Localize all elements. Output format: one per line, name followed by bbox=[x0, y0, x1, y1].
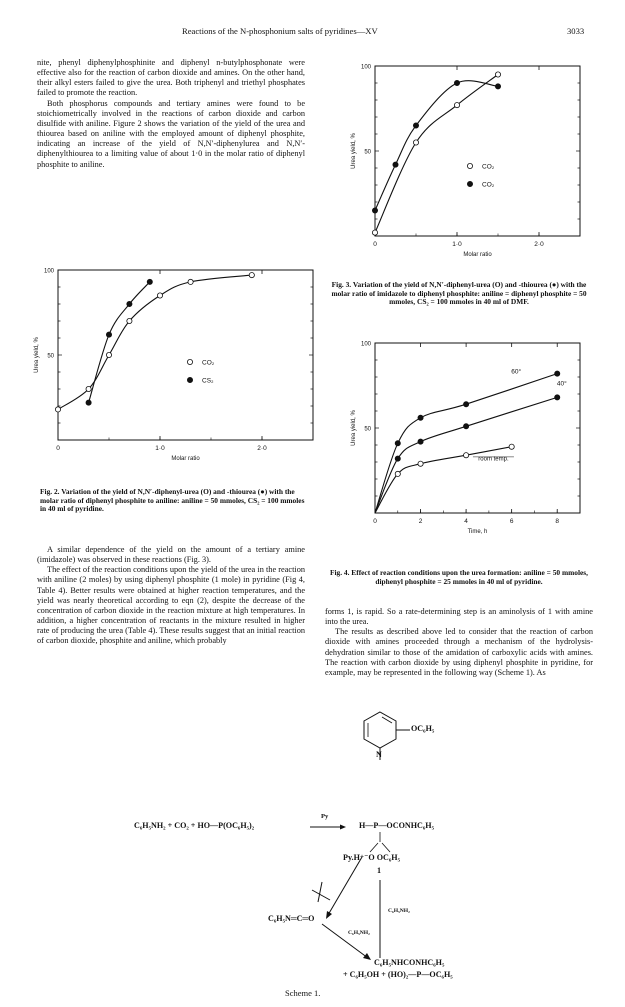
data-point bbox=[464, 402, 469, 407]
x-tick-label: 0 bbox=[56, 445, 60, 452]
plot-frame bbox=[375, 343, 580, 513]
series-line bbox=[375, 75, 498, 233]
y-tick-label: 50 bbox=[364, 426, 371, 433]
data-point bbox=[413, 123, 418, 128]
x-tick-label: 4 bbox=[464, 518, 468, 525]
legend-marker bbox=[187, 359, 192, 364]
data-point bbox=[418, 461, 423, 466]
compound-number: 1 bbox=[377, 866, 382, 875]
data-point bbox=[418, 415, 423, 420]
scheme-1 bbox=[0, 690, 625, 990]
legend-marker bbox=[187, 377, 192, 382]
blocked-arrow bbox=[328, 857, 362, 915]
series-label: 40° bbox=[556, 380, 567, 388]
paragraph: A similar dependence of the yield on the amount of a tertiary amine (imidazole) was observed in these reactions (Fig. 3). bbox=[37, 545, 305, 565]
data-point bbox=[413, 140, 418, 145]
data-point bbox=[106, 332, 111, 337]
ring-nitrogen: N bbox=[376, 750, 382, 759]
aniline-label-right: C₆H₅NH₂ bbox=[388, 908, 410, 914]
x-tick-label: 1·0 bbox=[452, 241, 462, 248]
intermediate-bottom: Py.H⁺⁻O OC₆H₅ bbox=[343, 853, 401, 862]
legend-label: CO₂ bbox=[202, 359, 215, 367]
data-point bbox=[393, 162, 398, 167]
paragraph: nite, phenyl diphenylphosphinite and diphenyl n-butylphosphonate were effective also for the reaction of carbon dioxide and amines. On the other hand, their alkyl esters failed to give the urea. Both triphenyl and triethyl phosphates failed to promote the reaction. bbox=[37, 58, 305, 98]
x-tick-label: 2·0 bbox=[534, 241, 544, 248]
paragraph: The results as described above led to consider that the reaction of carbon dioxide with amines proceeded through a mechanism of the hydrolysis-dehydration similar to those of the amidation of carboxylic acids with amines. The reaction with carbon dioxide by using diphenyl phosphite in pyridine, for example, may be represented in the following way (Scheme 1). As bbox=[325, 627, 593, 677]
y-tick-label: 50 bbox=[47, 353, 54, 360]
plot-frame bbox=[375, 66, 580, 236]
isocyanate: C₆H₅N═C═O bbox=[268, 914, 315, 923]
data-point bbox=[509, 444, 514, 449]
y-axis-label: Urea yield, % bbox=[351, 133, 357, 169]
y-tick-label: 100 bbox=[360, 64, 371, 71]
x-axis-label: Molar ratio bbox=[463, 252, 492, 258]
x-tick-label: 2·0 bbox=[257, 445, 267, 452]
fig2-chart bbox=[34, 262, 325, 482]
x-tick-label: 6 bbox=[509, 518, 514, 525]
data-point bbox=[372, 230, 377, 235]
reaction-arrowhead bbox=[340, 825, 346, 830]
data-point bbox=[127, 318, 132, 323]
series-line bbox=[375, 374, 557, 513]
data-point bbox=[555, 371, 560, 376]
y-tick-label: 100 bbox=[43, 268, 54, 275]
left-column-top bbox=[37, 58, 305, 170]
y-axis-label: Urea yield, % bbox=[351, 410, 357, 446]
running-title: Reactions of the N-phosphonium salts of pyridines—XV bbox=[182, 26, 378, 36]
data-point bbox=[249, 273, 254, 278]
data-point bbox=[106, 352, 111, 357]
data-point bbox=[157, 293, 162, 298]
x-tick-label: 1·0 bbox=[155, 445, 165, 452]
y-tick-label: 50 bbox=[364, 149, 371, 156]
data-point bbox=[464, 453, 469, 458]
scheme-reactants: C₆H₅NH₂ + CO₂ + HO—P(OC₆H₅)₂ bbox=[134, 821, 255, 830]
data-point bbox=[454, 103, 459, 108]
data-point bbox=[555, 395, 560, 400]
data-point bbox=[454, 80, 459, 85]
paragraph: forms 1, is rapid. So a rate-determining step is an aminolysis of 1 with amine into the urea. bbox=[325, 607, 593, 627]
data-point bbox=[372, 208, 377, 213]
scheme-arrow-label: Py bbox=[321, 813, 329, 820]
aniline-label-left: C₆H₅NH₂ bbox=[348, 930, 370, 936]
left-column-bottom bbox=[37, 545, 305, 647]
data-point bbox=[418, 439, 423, 444]
data-point bbox=[464, 424, 469, 429]
legend-label: CS₂ bbox=[202, 377, 214, 385]
series-label: 60° bbox=[511, 368, 522, 376]
x-tick-label: 0 bbox=[373, 518, 377, 525]
product-byproducts: + C₆H₅OH + (HO)₂—P—OC₆H₅ bbox=[343, 970, 453, 979]
product-urea: C₆H₅NHCONHC₆H₅ bbox=[374, 958, 445, 967]
data-point bbox=[127, 301, 132, 306]
fig4-chart bbox=[335, 335, 590, 550]
ring-substituent: OC₆H₅ bbox=[411, 724, 435, 733]
page-number: 3033 bbox=[567, 26, 585, 36]
legend-label: CO₂ bbox=[482, 163, 495, 171]
fig2-caption: Fig. 2. Variation of the yield of N,N′-diphenyl-urea (O) and -thiourea (●) with the molar ratio of diphenyl phosphite to aniline: aniline = 50 mmoles, CS₂ = 100 mmoles in 40 ml of pyridine. bbox=[40, 487, 305, 514]
data-point bbox=[395, 441, 400, 446]
intermediate-top: H—P—OCONHC₆H₅ bbox=[359, 821, 434, 830]
scheme-lines bbox=[0, 690, 625, 990]
legend-marker bbox=[467, 181, 472, 186]
legend-label: CO₂ bbox=[482, 181, 495, 189]
fig4-caption: Fig. 4. Effect of reaction conditions upon the urea formation: aniline = 50 mmoles, diphenyl phosphite = 25 mmoles in 40 ml of pyridine. bbox=[329, 568, 589, 586]
data-point bbox=[395, 456, 400, 461]
legend-marker bbox=[467, 163, 472, 168]
series-line bbox=[89, 282, 150, 403]
data-point bbox=[147, 279, 152, 284]
pyridine-ring-icon bbox=[364, 712, 410, 760]
y-axis-label: Urea yield, % bbox=[34, 337, 40, 373]
data-point bbox=[188, 279, 193, 284]
x-axis-label: Molar ratio bbox=[171, 456, 200, 462]
series-line bbox=[375, 81, 498, 211]
data-point bbox=[395, 471, 400, 476]
y-tick-label: 100 bbox=[360, 341, 371, 348]
x-axis-label: Time, h bbox=[467, 529, 488, 535]
paragraph: Both phosphorus compounds and tertiary amines were found to be stoichiometrically involved in the reactions of carbon dioxide and carbon disulfide with aniline. Figure 2 shows the variation of the yield of the urea and thiourea based on aniline with the employed amount of diphenyl phosphite, indicating an increase of the yield of N,N′-diphenylurea and N,N′-diphenylthiourea to a limiting value of about 1·0 in the molar ratio of diphenyl phosphite to aniline. bbox=[37, 98, 305, 169]
x-tick-label: 2 bbox=[418, 518, 423, 525]
fig3-chart bbox=[335, 58, 590, 273]
paragraph: The effect of the reaction conditions upon the yield of the urea in the reaction with aniline (2 moles) by using diphenyl phosphite (1 mole) in pyridine (Fig 4, Table 4). Better results were obtained at higher reaction temperatures, and the yield was nearly theoretical according to eqn (2), despite the decrease of the concentration of carbon dioxide in the reaction mixture at high temperatures. In addition, a higher concentration of reactants in the mixture resulted in higher rate of producing the urea (Table 4). These results suggest that an initial reaction of carbon dioxide, phosphite and aniline, which probably bbox=[37, 565, 305, 646]
data-point bbox=[495, 84, 500, 89]
data-point bbox=[86, 386, 91, 391]
data-point bbox=[495, 72, 500, 77]
x-tick-label: 0 bbox=[373, 241, 377, 248]
fig3-caption: Fig. 3. Variation of the yield of N,N′-diphenyl-urea (O) and -thiourea (●) with the molar ratio of imidazole to diphenyl phosphite: aniline = diphenyl phosphite = 50 mmoles, CS₂ = 100 mmoles in 40 ml of DMF. bbox=[331, 280, 587, 307]
data-point bbox=[86, 400, 91, 405]
series-label: room temp. bbox=[478, 456, 509, 463]
plot-frame bbox=[58, 270, 313, 440]
data-point bbox=[55, 407, 60, 412]
scheme-label: Scheme 1. bbox=[285, 988, 321, 998]
x-tick-label: 8 bbox=[555, 518, 560, 525]
right-column-bottom bbox=[325, 607, 593, 678]
